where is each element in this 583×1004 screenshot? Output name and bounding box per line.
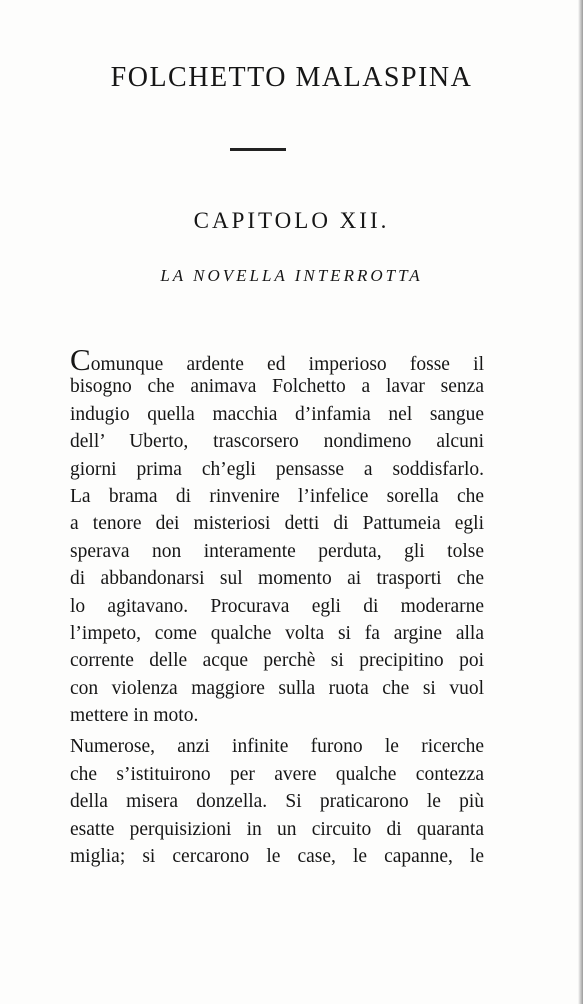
text-line: con violenza maggiore sulla ruota che si vuol: [70, 677, 484, 699]
text-line: della misera donzella. Si praticarono le più: [70, 791, 484, 813]
text-line: esatte perquisizioni in un circuito di quaranta: [70, 818, 484, 840]
text-line: miglia; si cercarono le case, le capanne, le: [70, 846, 484, 868]
drop-cap: C: [70, 342, 91, 377]
running-title: FOLCHETTO MALASPINA: [110, 62, 473, 93]
title-rule: [230, 148, 286, 151]
text-line: giorni prima ch’egli pensasse a soddisfarlo.: [70, 458, 484, 480]
page-edge: [578, 0, 583, 1004]
text-line: corrente delle acque perchè si precipitino poi: [70, 650, 484, 672]
text-line: dell’ Uberto, trascorsero nondimeno alcuni: [70, 431, 484, 453]
text-line: l’impeto, come qualche volta si fa argine alla: [70, 622, 484, 644]
chapter-title: LA NOVELLA INTERROTTA: [160, 266, 423, 285]
text-line: mettere in moto.: [70, 705, 199, 727]
text-line: che s’istituirono per avere qualche contezza: [70, 763, 484, 785]
line-text: omunque ardente ed imperioso fosse il: [90, 354, 484, 375]
text-line: di abbandonarsi sul momento ai trasporti che: [70, 568, 484, 590]
text-line: indugio quella macchia d’infamia nel sangue: [70, 403, 484, 425]
chapter-number: CAPITOLO XII.: [193, 208, 390, 233]
text-line: a tenore dei misteriosi detti di Pattumeia egli: [70, 513, 484, 535]
chapter-body: [70, 342, 484, 870]
text-line: [70, 342, 484, 377]
text-line: lo agitavano. Procurava egli di moderarne: [70, 595, 484, 617]
text-line: Numerose, anzi infinite furono le ricerche: [70, 736, 484, 758]
text-line: bisogno che animava Folchetto a lavar senza: [70, 376, 484, 398]
text-line: sperava non interamente perduta, gli tolse: [70, 540, 484, 562]
text-line: La brama di rinvenire l’infelice sorella che: [70, 485, 484, 507]
